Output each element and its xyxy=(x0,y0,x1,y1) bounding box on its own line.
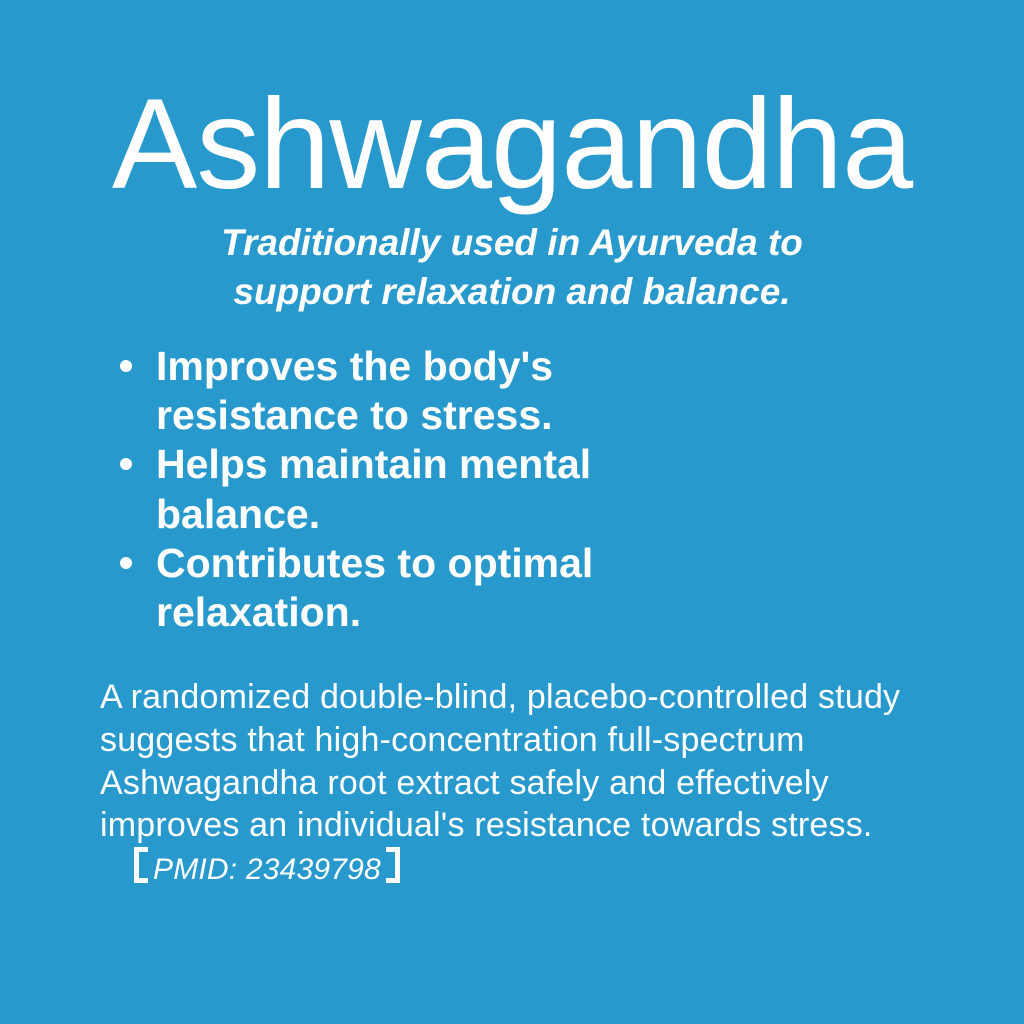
benefit-text: Contributes to optimal relaxation. xyxy=(156,539,594,635)
subtitle-line-1: Traditionally used in Ayurveda to xyxy=(221,222,803,263)
open-bracket-icon xyxy=(134,847,148,883)
benefit-text: Improves the body's resistance to stress. xyxy=(156,343,554,439)
list-item xyxy=(120,440,700,538)
pmid-citation xyxy=(134,847,400,889)
benefit-text: Helps maintain mental balance. xyxy=(156,441,592,537)
list-item xyxy=(120,539,700,637)
study-text: A randomized double-blind, placebo-controlled study suggests that high-concentration full-spectrum Ashwagandha root extract safely and effectively improves an individual's resistance towards stress. xyxy=(100,678,901,845)
bullet-dot-icon xyxy=(120,458,132,470)
list-item xyxy=(120,342,700,440)
subtitle-line-2: support relaxation and balance. xyxy=(233,271,791,313)
pmid-text: PMID: 23439798 xyxy=(153,853,381,887)
page-title: Ashwagandha xyxy=(111,73,913,216)
bullet-dot-icon xyxy=(120,557,132,569)
study-paragraph xyxy=(100,676,940,890)
close-bracket-icon xyxy=(386,847,400,883)
benefits-list xyxy=(120,342,700,637)
bullet-dot-icon xyxy=(120,360,132,372)
subtitle xyxy=(0,218,1024,316)
